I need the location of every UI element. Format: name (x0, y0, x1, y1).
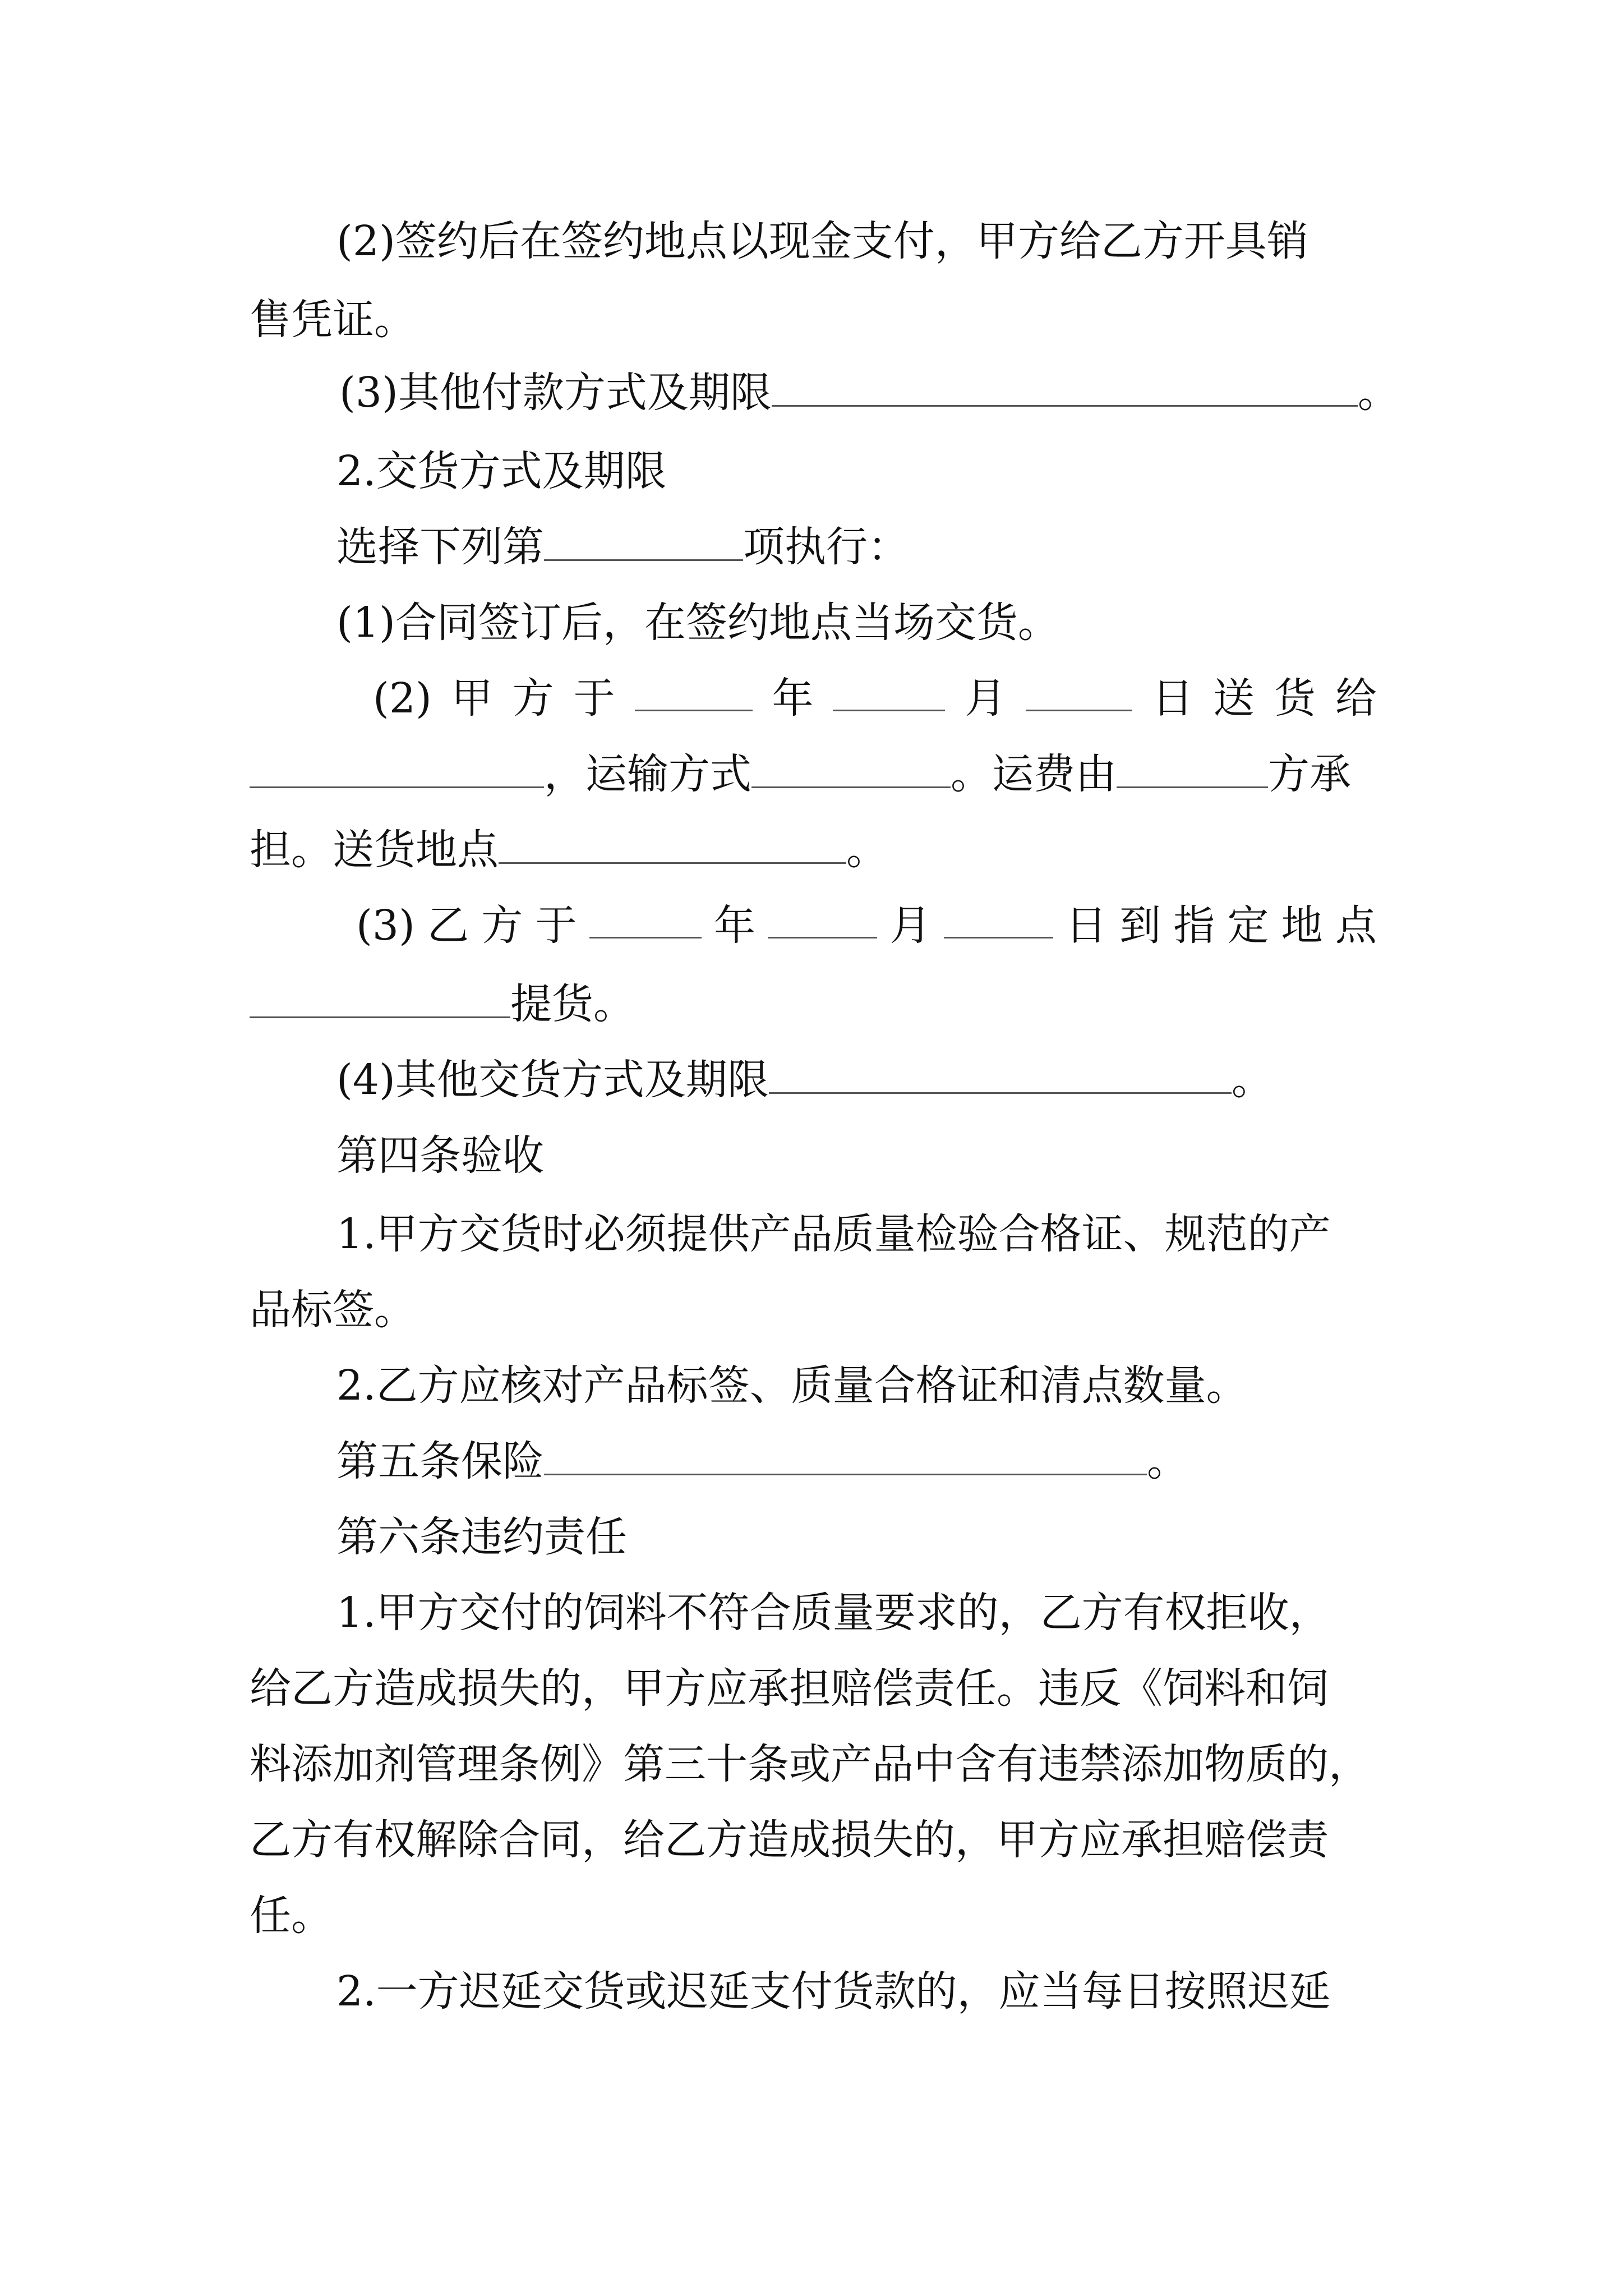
text-segment: 货 (1274, 674, 1316, 723)
text-segment: 乙 (427, 901, 469, 950)
text-segment: (3) (356, 901, 415, 950)
text-segment: 日 (1065, 901, 1107, 950)
text-line: 料添加剂管理条例》第三十条或产品中含有违禁添加物质的， (250, 1740, 1370, 1788)
text-segment: 点 (1335, 901, 1377, 950)
text-line: (2)签约后在签约地点以现金支付，甲方给乙方开具销 (336, 217, 1308, 265)
text-segment: 指 (1173, 901, 1215, 950)
text-segment: (2) (373, 674, 432, 723)
text-segment: 第五条保险 (336, 1437, 544, 1485)
fill-in-blank[interactable] (250, 747, 544, 788)
text-segment: (3)其他付款方式及期限 (339, 369, 772, 417)
text-line: 1.甲方交货时必须提供产品质量检验合格证、规范的产 (336, 1210, 1331, 1258)
text-segment: 地 (1281, 901, 1323, 950)
text-segment: 送 (1213, 674, 1255, 723)
text-line: 品标签。 (250, 1286, 416, 1334)
text-segment: 年 (713, 901, 755, 950)
fill-in-blank[interactable] (1117, 747, 1268, 788)
fill-in-blank[interactable] (250, 977, 510, 1018)
section-heading (336, 1433, 1188, 1489)
fill-in-blank[interactable] (751, 747, 951, 788)
fill-in-blank[interactable] (944, 898, 1053, 938)
text-segment: 。 (1147, 1437, 1188, 1485)
fill-in-blank[interactable] (544, 520, 743, 561)
text-line (336, 519, 909, 575)
text-segment: 月 (889, 901, 932, 950)
text-segment: 担。送货地点 (250, 826, 499, 874)
text-segment: 。 (846, 826, 888, 874)
text-segment: 提货。 (510, 980, 635, 1028)
fill-in-blank[interactable] (499, 823, 846, 864)
text-segment: 月 (965, 674, 1007, 723)
text-segment: 方 (481, 901, 523, 950)
text-segment: (4)其他交货方式及期限 (336, 1056, 769, 1104)
text-segment: 日 (1152, 674, 1194, 723)
text-line (336, 1052, 1273, 1108)
text-line: (1)合同签订后，在签约地点当场交货。 (336, 599, 1059, 647)
text-line (373, 670, 1377, 726)
text-segment: 方承 (1268, 750, 1351, 798)
text-segment: 定 (1227, 901, 1269, 950)
text-segment: 。运费由 (951, 750, 1117, 798)
section-heading: 第六条违约责任 (336, 1513, 627, 1561)
text-line: 2.交货方式及期限 (336, 447, 667, 495)
fill-in-blank[interactable] (768, 898, 877, 938)
text-line (339, 365, 1399, 421)
text-segment: 于 (535, 901, 577, 950)
text-line (356, 898, 1377, 954)
text-line: 2.一方迟延交货或迟延支付货款的，应当每日按照迟延 (336, 1967, 1331, 2016)
fill-in-blank[interactable] (833, 670, 945, 711)
text-line: 乙方有权解除合同，给乙方造成损失的，甲方应承担赔偿责 (250, 1816, 1329, 1864)
text-line (250, 976, 635, 1032)
fill-in-blank[interactable] (1026, 670, 1132, 711)
text-segment: 于 (573, 674, 615, 723)
fill-in-blank[interactable] (769, 1053, 1232, 1094)
text-line: 1.甲方交付的饲料不符合质量要求的，乙方有权拒收， (336, 1589, 1331, 1637)
text-segment: 。 (1231, 1056, 1273, 1104)
text-segment: 给 (1335, 674, 1377, 723)
fill-in-blank[interactable] (544, 1434, 1147, 1475)
text-segment: 选择下列第 (336, 523, 544, 571)
text-line (250, 746, 1351, 802)
text-line (250, 822, 888, 878)
text-line: 2.乙方应核对产品标签、质量合格证和清点数量。 (336, 1361, 1248, 1410)
text-segment: 。 (1357, 369, 1399, 417)
fill-in-blank[interactable] (635, 670, 753, 711)
fill-in-blank[interactable] (772, 366, 1358, 407)
fill-in-blank[interactable] (589, 898, 702, 938)
text-line: 任。 (250, 1892, 333, 1940)
text-segment: 年 (772, 674, 814, 723)
section-heading: 第四条验收 (336, 1131, 544, 1180)
text-segment: 项执行： (743, 523, 909, 571)
text-segment: 甲 (451, 674, 493, 723)
text-line: 售凭证。 (250, 296, 416, 344)
text-line: 给乙方造成损失的，甲方应承担赔偿责任。违反《饲料和饲 (250, 1664, 1329, 1713)
text-segment: 到 (1119, 901, 1161, 950)
text-segment: ，运输方式 (544, 750, 751, 798)
text-segment: 方 (512, 674, 554, 723)
